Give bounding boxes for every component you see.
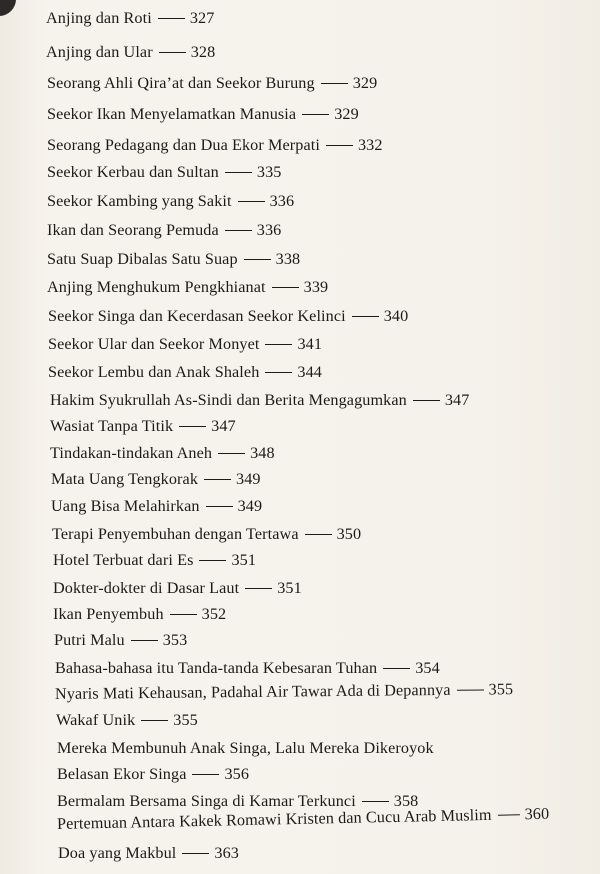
toc-entry — [57, 764, 249, 784]
toc-entry — [58, 843, 239, 863]
toc-entry-title: Tindakan-tindakan Aneh — [50, 444, 213, 462]
leader-dash — [206, 506, 233, 507]
leader-dash — [218, 453, 245, 454]
toc-entry-title: Ikan Penyembuh — [53, 605, 164, 623]
toc-entry — [54, 630, 187, 650]
toc-entry-page: 328 — [190, 43, 216, 61]
toc-entry-title: Anjing Menghukum Pengkhianat — [47, 278, 266, 296]
leader-dash — [199, 560, 226, 561]
toc-entry — [56, 710, 198, 730]
toc-entry-page: 327 — [189, 9, 215, 27]
toc-entry-title: Wakaf Unik — [56, 711, 136, 729]
toc-entry-page: 339 — [303, 278, 329, 296]
toc-entry-page: 356 — [224, 765, 250, 783]
leader-dash — [326, 145, 353, 146]
toc-entry — [55, 658, 440, 678]
toc-entry-title: Seekor Kambing yang Sakit — [47, 192, 232, 210]
toc-entry — [53, 604, 226, 624]
toc-entry-page: 351 — [231, 551, 257, 569]
leader-dash — [305, 534, 332, 535]
leader-dash — [498, 814, 520, 815]
toc-entry-title: Satu Suap Dibalas Satu Suap — [47, 250, 238, 268]
leader-dash — [321, 83, 348, 84]
leader-dash — [225, 172, 252, 173]
toc-entry-title: Mata Uang Tengkorak — [51, 470, 199, 488]
toc-entry-title: Doa yang Makbul — [58, 844, 177, 862]
toc-entry-page: 349 — [236, 470, 261, 488]
toc-entry-page: 355 — [488, 680, 514, 699]
leader-dash — [272, 287, 299, 288]
toc-entry-title: Hakim Syukrullah As-Sindi dan Berita Mengagumkan — [50, 391, 407, 409]
toc-entry — [53, 578, 302, 598]
toc-entry-page: 354 — [415, 659, 440, 677]
toc-entry-page: 338 — [275, 250, 301, 268]
leader-dash — [457, 689, 484, 690]
toc-entry-title: Belasan Ekor Singa — [57, 765, 187, 783]
toc-entry-title: Anjing dan Ular — [46, 43, 153, 61]
toc-entry — [47, 104, 359, 124]
leader-dash — [383, 668, 410, 669]
toc-entry-page: 332 — [357, 136, 383, 154]
toc-entry-page: 329 — [334, 105, 359, 123]
toc-entry-title: Wasiat Tanpa Titik — [50, 417, 174, 435]
toc-entry — [48, 306, 408, 326]
leader-dash — [204, 479, 231, 480]
toc-entry-title: Seekor Kerbau dan Sultan — [47, 163, 219, 181]
leader-dash — [265, 344, 292, 345]
toc-entry-title: Seekor Lembu dan Anak Shaleh — [48, 363, 260, 381]
toc-entry-page: 340 — [383, 307, 409, 325]
toc-entry — [46, 42, 215, 62]
leader-dash — [225, 230, 252, 231]
leader-dash — [182, 853, 209, 854]
toc-entry-title: Nyaris Mati Kehausan, Padahal Air Tawar Ada di Depannya — [54, 680, 451, 703]
toc-entry-title: Ikan dan Seorang Pemuda — [47, 221, 219, 239]
leader-dash — [158, 18, 185, 19]
toc-entry-title: Anjing dan Roti — [46, 9, 152, 27]
toc-entry-page: 352 — [201, 605, 227, 623]
toc-entry — [50, 443, 275, 463]
toc-entry-page: 349 — [237, 497, 263, 515]
page-corner-shadow — [0, 0, 16, 16]
toc-entry — [50, 390, 469, 410]
toc-entry — [50, 416, 236, 436]
toc-entry — [48, 334, 322, 354]
toc-entry — [47, 277, 328, 297]
toc-entry-page: 353 — [162, 631, 188, 649]
leader-dash — [245, 588, 272, 589]
toc-entry-title: Seekor Ular dan Seekor Monyet — [48, 335, 260, 353]
toc-entry — [48, 362, 322, 382]
leader-dash — [170, 614, 197, 615]
toc-entry-page: 341 — [297, 335, 323, 353]
toc-entry — [51, 496, 262, 516]
toc-entry-title: Bermalam Bersama Singa di Kamar Terkunci — [57, 792, 356, 810]
toc-entry-page: 336 — [256, 221, 282, 239]
leader-dash — [179, 426, 206, 427]
leader-dash — [352, 316, 379, 317]
leader-dash — [238, 201, 265, 202]
leader-dash — [265, 372, 292, 373]
toc-entry-page: 336 — [269, 192, 295, 210]
toc-entry-page: 347 — [444, 391, 470, 409]
leader-dash — [413, 400, 440, 401]
toc-entry-page: 344 — [297, 363, 322, 381]
leader-dash — [362, 801, 389, 802]
toc-entry-page: 355 — [173, 711, 198, 729]
toc-entry-page: 348 — [250, 444, 275, 462]
toc-entry — [47, 162, 281, 182]
toc-entry-title: Mereka Membunuh Anak Singa, Lalu Mereka Dikeroyok — [57, 739, 434, 757]
toc-entry-page: 347 — [211, 417, 236, 435]
leader-dash — [159, 52, 186, 53]
toc-entry-page: 358 — [393, 792, 419, 810]
toc-entry-title: Bahasa-bahasa itu Tanda-tanda Kebesaran Tuhan — [55, 659, 378, 677]
toc-entry — [51, 469, 261, 489]
toc-entry-title: Seorang Pedagang dan Dua Ekor Merpati — [47, 136, 320, 154]
leader-dash — [302, 114, 329, 115]
toc-entry-title: Seekor Ikan Menyelamatkan Manusia — [47, 105, 297, 123]
toc-entry — [47, 249, 300, 269]
toc-entry-title: Seekor Singa dan Kecerdasan Seekor Kelinci — [48, 307, 346, 325]
toc-entry-page: 363 — [214, 844, 239, 862]
toc-entry-title: Terapi Penyembuhan dengan Tertawa — [52, 525, 299, 543]
toc-entry-page: 360 — [524, 804, 550, 824]
leader-dash — [141, 720, 168, 721]
leader-dash — [192, 774, 219, 775]
toc-entry-title: Seorang Ahli Qira’at dan Seekor Burung — [47, 74, 315, 92]
toc-entry — [47, 191, 294, 211]
toc-entry — [53, 550, 256, 570]
toc-entry-title: Hotel Terbuat dari Es — [53, 551, 194, 569]
toc-entry — [47, 135, 383, 155]
toc-entry — [47, 73, 377, 93]
toc-entry — [46, 8, 214, 28]
toc-entry — [47, 220, 281, 240]
toc-entry — [55, 679, 513, 704]
toc-entry-page: 351 — [277, 579, 302, 597]
toc-entry — [57, 738, 434, 758]
toc-entry-page: 335 — [256, 163, 282, 181]
toc-entry-title: Pertemuan Antara Kakek Romawi Kristen dan Cucu Arab Muslim — [56, 805, 492, 833]
leader-dash — [131, 640, 158, 641]
toc-entry — [52, 524, 361, 544]
toc-entry-title: Dokter-dokter di Dasar Laut — [53, 579, 240, 597]
toc-entry-page: 329 — [352, 74, 378, 92]
toc-entry-title: Putri Malu — [54, 631, 125, 649]
leader-dash — [244, 259, 271, 260]
toc-entry-page: 350 — [336, 525, 362, 543]
toc-entry-title: Uang Bisa Melahirkan — [51, 497, 200, 515]
